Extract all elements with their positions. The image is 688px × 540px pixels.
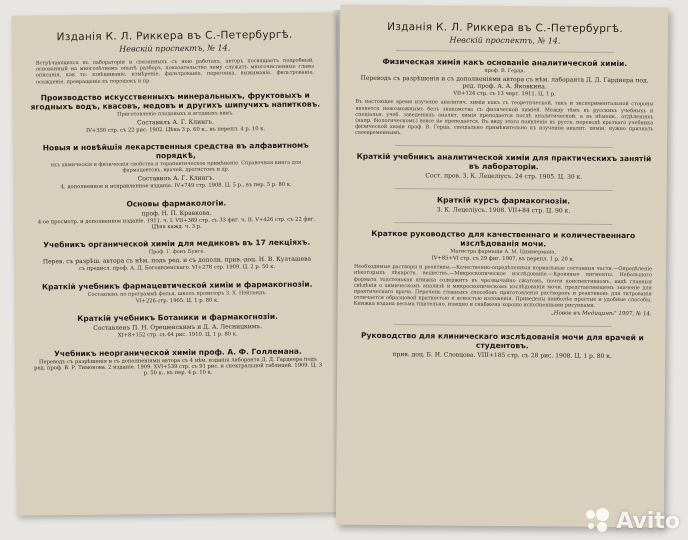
- book-annotation: Въ настоящее время изученіе аналитич. химіи какъ съ теоретической, такъ и экспериментальной стороны является невозможнымъ безъ знакомства съ физической химіей. Между тѣмъ въ русскихъ учебныхъ и спеціальн. учеб. заведеніяхъ аналит. химія преподается послѣ аналитической, а въ нѣмецк., отдѣленіяхъ (напр. біологическомъ) вовсе не преподается. Въ виду этого появленіе въ русск. переводѣ краткаго учебника физической химіи проф. В. Герца, спеціально примѣнительно къ изученію аналит. химіи, нужно признать своевременнымъ.: [355, 99, 654, 136]
- divider: [395, 188, 613, 191]
- divider: [393, 324, 611, 327]
- review-quote: „Новое въ Медицинѣ“ 1907, № 14.: [550, 310, 652, 318]
- page-header: Изданія К. Л. Риккера въ С.-Петербургѣ.: [387, 20, 624, 36]
- page-subheader: Невскій проспектъ, № 14.: [119, 43, 231, 54]
- book-author: З. К. Лецеліусъ. 1908. VII+84 стр. Ц. 90 к.: [436, 206, 571, 215]
- book-details: XI+8+152 стр. съ 64 рис. 1910. Ц. 1 р. 80 к.: [117, 331, 238, 339]
- book-entry: [33, 346, 323, 378]
- left-page: [11, 12, 340, 515]
- page-header: Изданія К. Л. Риккера въ С.-Петербургѣ.: [56, 28, 293, 44]
- book-details: IV+85+VI стр. съ 29 фиг. 1907, въ перепл. 1 р. 20 к.: [431, 255, 575, 263]
- book-author: Перев. съ разрѣш. автора съ нѣм. подъ ред. и съ дополн. прив.-доц. Н. В. Култашева: [42, 256, 312, 266]
- avito-watermark: [586, 508, 680, 534]
- book-details: 4, дополненное и исправленное изданіе. IV+749 стр. 1908. Ц. 5 р., въ пер. 5 р. 80 к.: [60, 182, 292, 191]
- book-entry: [353, 331, 651, 361]
- left-entries: [30, 90, 323, 378]
- book-author: Переводъ съ разрѣшенія и съ дополненіями автора съ нѣм. лаборанта Д. Д. Гарднера под. ред. проф. А. А. Яковкина.: [360, 74, 649, 91]
- book-author: прив. доц. Б. И. Словцова. VIII+185 стр. съ 28 рис. 1908. Ц. 1 р. 80 к.: [392, 351, 612, 360]
- book-title: Краткій учебникъ Ботаники и фармакогнозіи.: [77, 312, 278, 324]
- book-details: Переводъ съ разрѣшенія и съ дополненіями автора съ 4 нѣм. изданія лаборанта Д. Д. Гарднера подъ ред. проф. В. Р. Тимонова. 2 изданіе. 1909. XVI+539 стр. съ 91 рис. и спектральной таблицей. 1909. Ц. 3 р. 50 к., въ пер. 4 р. 10 к.: [34, 356, 323, 377]
- watermark-text: Avito: [616, 508, 680, 534]
- book-author: Составленъ П. Н. Орешенскимъ и Д. А. Лесницкимъ.: [93, 323, 263, 333]
- divider: [396, 50, 614, 53]
- book-entry: [355, 152, 653, 182]
- right-page: [336, 5, 669, 528]
- book-entry: [31, 197, 321, 232]
- book-title: Учебникъ органической химіи для медиковъ въ 17 лекціяхъ.: [43, 238, 311, 250]
- book-details: IV+350 стр. съ 22 рис. 1902. Цѣна 3 р. 60 к., въ перепл. 4 р. 10 к.: [86, 125, 266, 134]
- book-description: Составленъ по программѣ фельд. школъ провизоръ З. Х. Нейландъ.: [87, 289, 267, 298]
- book-title: Краткій курсъ фармакогнозіи.: [436, 195, 571, 206]
- book-title: Краткій учебникъ аналитической химіи для практическихъ занятій въ лабораторіи.: [356, 151, 652, 172]
- book-title: Основы фармакологіи.: [126, 198, 227, 209]
- book-author: Составилъ А. Г. Клингъ.: [137, 118, 214, 127]
- book-details: съ предисл. проф. А. Д. Богоявленскаго. VI+278 стр. 1909. Ц. 2 р. 50 к.: [78, 264, 276, 273]
- book-details: VII+124 стр. съ 13 черт. 1911. Ц. 1 р.: [453, 90, 556, 98]
- book-description: Проф. Г. фонъ Бунге.: [148, 249, 206, 256]
- book-author: Сост. пров. З. К. Лецеліусъ. 24 стр. 1905. Ц. 30 к.: [425, 172, 583, 181]
- book-entry: [32, 238, 322, 273]
- book-entry: [354, 229, 653, 318]
- book-entry: [31, 141, 321, 191]
- book-description: ихъ химическія и физическія свойства и терапевтическое примѣненіе. Справочная книга для фармацевтовъ, врачей, дрогистовъ и др.: [50, 159, 302, 174]
- book-entry: [32, 279, 322, 305]
- book-title: Краткій учебникъ фармацевтической химіи и фармакогнозіи.: [41, 279, 313, 292]
- book-entry: [30, 90, 320, 134]
- right-entries: [353, 57, 654, 361]
- page-subheader: Невскій проспектъ, № 14.: [449, 35, 561, 46]
- book-description: Магистра фармаціи А. М. Циммермана.: [450, 248, 557, 256]
- book-title: Новыя и новѣйшія лекарственныя средства въ алфавитномъ порядкѣ,: [42, 140, 309, 161]
- book-title: Краткое руководство для качественнаго и количественнаго изслѣдованія мочи.: [371, 228, 636, 249]
- book-entry: [355, 57, 654, 139]
- book-description: Приготовленіе плодовыхъ и ягодныхъ винъ.: [117, 110, 234, 118]
- book-title: Учебникъ неорганической химіи проф. А. Ф. Голлемана.: [54, 346, 302, 358]
- book-description: проф. В. Герца.: [484, 67, 526, 75]
- book-title: Руководство для клиническаго изслѣдованія мочи для врачей и студентовъ.: [360, 330, 644, 351]
- book-entry: [33, 312, 323, 340]
- book-title: Физическая химія какъ основаніе аналитической химіи.: [382, 56, 628, 69]
- intro-text: Встрѣчающихся въ лабораторіи и связанныхъ съ нею работахъ, авторъ посвящаетъ подробный, основанный на многолѣтнемъ опытѣ разборъ, показательство чему служатъ многочисленные главы описанія, как то: взвѣшиваніе, измѣреніе, фильтрованіе, перегонка, выжиманіе, фильтрованіе, осажденіе, превращеніе въ порошокъ и пр.: [35, 57, 315, 86]
- book-author: проф. Н. П. Кравкова.: [141, 209, 212, 217]
- divider: [395, 145, 613, 148]
- book-title: Производство искусственныхъ минеральныхъ, фруктовыхъ и ягодныхъ водъ, квасовъ, медовъ и другихъ шипучихъ напитковъ.: [30, 90, 321, 112]
- avito-logo-icon: [586, 508, 612, 534]
- book-details: VI+226 стр. 1905. Ц. 1 р. 80 к.: [135, 297, 219, 305]
- book-details: 4-ое просмотр. и дополненное изданіе. 1911. ч. I. VII+389 стр. съ 33 фиг. ч. II. V+426 стр. съ 22 фиг. Цѣна кажд. ч. 3 р.: [37, 216, 316, 231]
- book-entry: [354, 195, 652, 216]
- divider: [394, 222, 612, 225]
- book-annotation: Необходимые растворы и реактивы.—Качественно-опредѣленныя нормальные составныя части.—Опредѣленіе нѣкоторыхъ лѣкарств. веществъ.—Микроскопическое изслѣдованіе.—Кровяные пигменты. Небольшого формата толстенькая книжка содержитъ въ чрезвычайно сжатомъ, почти конспективномъ, видѣ главныя свѣдѣнія о химическомъ анализѣ и микроскопическомъ изслѣдованіи мочи, представляющемъ значеніе для практическаго врача. Перечень главныхъ способовъ приготовленія растворовъ и реактивовъ для титрованія отличается образцовой краткостью и ясностью изложенія. Приведены наиболѣе простые и удобные способы. Книжка издана весьма тщательно, изящно и снабжена хорошо исполненными рисунками.: [353, 264, 652, 309]
- book-author: Составилъ А. Г. Клингъ.: [137, 174, 215, 183]
